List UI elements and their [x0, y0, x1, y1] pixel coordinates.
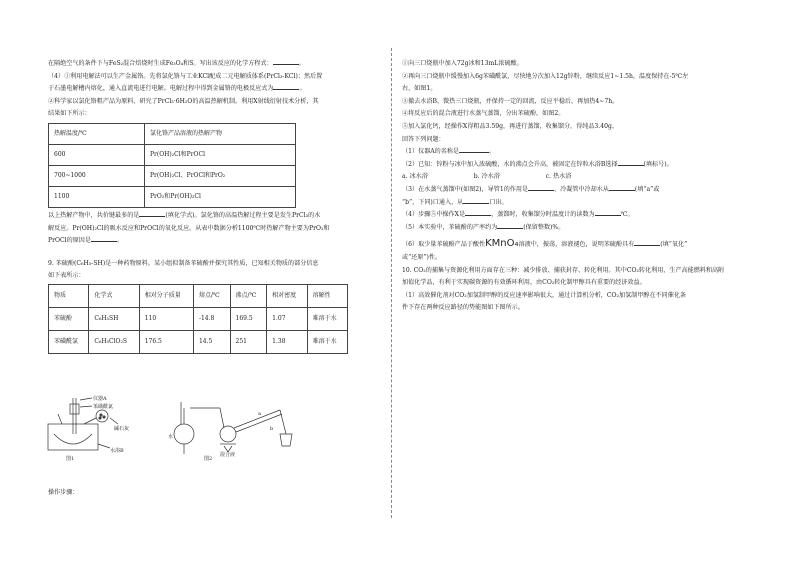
table-cell: 苯硫酚 — [49, 307, 89, 330]
text-line: （6）取少量苯硫酚产品于酸性KMnO₄溶液中，振荡，溶液褪色，说明苯硫酚具有 (填“氧化” — [402, 238, 688, 250]
funnel-icon — [70, 404, 79, 414]
text-line: 加值化学品，有利于实现碳资源的有效循环利用，由CO₂转化制甲醇具有重要的经济效益。 — [402, 279, 646, 287]
answer-blank[interactable] — [528, 184, 554, 191]
apparatus-figures — [44, 394, 294, 462]
steps-title: 操作步骤： — [48, 489, 79, 496]
text-line: （4）步骤⑤中操作X是 ，蒸馏时，收集馏分时温度计的读数为 ℃。 — [402, 211, 634, 219]
table-cell: C₆H₅ClO₂S — [89, 330, 139, 353]
table-row — [49, 165, 296, 186]
options-line — [402, 171, 742, 184]
text-line: ④将反应后的混合液进行水蒸气蒸馏，分出苯硫酚，如图2。 — [402, 110, 565, 118]
table-header-cell: 沸点/℃ — [230, 284, 267, 307]
text-line: 在隔绝空气的条件下与FeS₂混合焙烧时生成Fe₃O₄和S。写出该反应的化学方程式： 。 — [48, 60, 305, 67]
table-cell: PrO₂和Pr(OH)₂Cl — [145, 186, 296, 207]
figure-2-caption: 图2 — [204, 456, 213, 462]
text-line: ①向三口烧瓶中加入72g冰和13mL浓硫酸。 — [402, 60, 523, 67]
option-c: c. 热水浴 — [545, 173, 572, 181]
table-cell: 600 — [49, 144, 145, 165]
left-column — [48, 58, 380, 354]
text-line: （1）仪器A的名称是 。 — [402, 148, 496, 156]
text-line: 结果如下所示： — [48, 110, 91, 118]
answer-blank[interactable] — [497, 222, 523, 229]
table-cell: C₆H₅SH — [89, 307, 139, 330]
table-cell: -14.8 — [193, 307, 230, 330]
answer-blank[interactable] — [609, 184, 635, 191]
text-line: 或“还原”)性。 — [402, 253, 442, 261]
table-header-cell: 热解温度/℃ — [49, 123, 145, 144]
text-line: ②再向三口烧瓶中缓慢加入6g苯磺酰氯，尽快地分次加入12g锌粉，继续反应1~1.5h，温度保持在-5℃左 — [402, 72, 689, 80]
table-header-cell: 化学式 — [89, 284, 139, 307]
answer-blank[interactable] — [139, 210, 165, 217]
figure-label: 苯磺酰氯 — [93, 404, 114, 410]
answer-blank[interactable] — [273, 58, 299, 65]
table-cell: 176.5 — [139, 330, 193, 353]
table-row — [49, 144, 296, 165]
text-line: （3）在水蒸气蒸馏中(如图2)，导管1的作用是 ，冷凝管中冷却水从 (填“a”或 — [402, 185, 660, 193]
table-row — [49, 307, 348, 330]
table-cell: 难溶于水 — [307, 307, 347, 330]
question-9-text: 9. 苯硫酚(C₆H₅-SH)是一种药物原料。某小组拟制备苯硫酚并探究其性质，已知相关物质的部分信息 — [48, 259, 319, 267]
table-header-cell: 相对密度 — [267, 284, 307, 307]
text-line: （4）①利用电解法可以生产金属铬。先将氯化铬与工业KCl配成二元电解质体系(PrCl₃-KCl)；然后置 — [48, 72, 323, 80]
text-line: （5）本实验中，苯硫酚的产率约为 (保留整数)%。 — [402, 223, 565, 231]
answer-blank[interactable] — [634, 239, 660, 246]
figure-label: b — [270, 426, 274, 432]
table-header-cell: 溶解性 — [307, 284, 347, 307]
table-row — [49, 186, 296, 207]
text-line: 如下表所示： — [48, 272, 85, 280]
answer-blank[interactable] — [91, 235, 117, 242]
table-cell: 700~1000 — [49, 165, 145, 186]
text-line: ③撤去水浴B，微热三口烧瓶，并保持一定的回流，反应平稳后，再加热4~7h。 — [402, 97, 619, 105]
table-header-row — [49, 284, 348, 307]
answer-blank[interactable] — [595, 209, 621, 216]
table-cell: 1.07 — [267, 307, 307, 330]
text-line: ⑤加入氯化钙，经操作X得粗品3.59g，再进行蒸馏，收集馏分，得纯品3.40g。 — [402, 122, 618, 130]
table-cell: 169.5 — [230, 307, 267, 330]
text-line: （2）已知：锌粉与冰中加入浓硫酸，水的沸点会升高，被固定在锌粒水浴B选择 (填标号)。 — [402, 160, 673, 168]
figure-label: 仪器A — [93, 396, 107, 402]
table-cell: 14.5 — [193, 330, 230, 353]
table-header-cell: 熔点/℃ — [193, 284, 230, 307]
table-cell: 苯磺酰氯 — [49, 330, 89, 353]
figure-label: a — [258, 411, 261, 417]
figure-label: 水浴B — [110, 448, 124, 454]
figure-label: 水 — [168, 434, 174, 440]
text-line: “b”，下同)口通入，从 口出。 — [402, 198, 508, 206]
pyrolysis-table — [48, 123, 296, 208]
figure-label: 碱石灰 — [114, 426, 130, 432]
receiving-flask-icon — [280, 434, 292, 446]
figure-2-apparatus — [174, 402, 292, 454]
table-cell: 难溶于水 — [307, 330, 347, 353]
mixture-flask-icon — [220, 426, 236, 442]
answer-blank[interactable] — [618, 159, 644, 166]
option-b: b. 冷水浴 — [473, 173, 500, 181]
question-10-text: 10. CO₂的捕集与资源化利用方面存在三种：减少排放、捕获封存、转化利用。其中CO₂转化利用，生产高能燃料和高附 — [402, 266, 725, 274]
properties-table — [48, 284, 348, 354]
figure-1-caption: 图1 — [66, 456, 75, 462]
steam-flask-icon — [174, 424, 194, 444]
right-column — [402, 58, 742, 315]
text-line: 右，如图1。 — [402, 85, 437, 93]
text-line: 于石墨电解槽内熔化，通入直流电进行电解。电解过程中得到金属铬的电极反应式为 。 — [48, 85, 306, 93]
text-line: 回答下列问题： — [402, 135, 445, 143]
text-line: 解反应。Pr(OH)₂Cl的吸水反应和PrOCl的氧化反应。从表中数据分析1100℃时热解产物主要为PrO₂和 — [48, 224, 330, 232]
column-divider — [391, 48, 392, 518]
table-header-row — [49, 123, 296, 144]
table-cell: Pr(OH)₂Cl、PrOCl和PrO₂ — [145, 165, 296, 186]
answer-blank[interactable] — [273, 83, 299, 90]
text-line: 以上热解产物中，共价键最多的是 (填化学式)。氯化铬的高温热解过程主要是发生PrCl₃的水 — [48, 211, 321, 219]
text-line: 件下存在两种反应路径的势能图如下图所示。 — [402, 304, 524, 312]
text-line: PrOCl的原因是 。 — [48, 237, 124, 245]
text-line: ②科学家以氯化铬粗产品为原料，研究了PrCl₃·6H₂O的高温热解机制。利用X射线衍射技术分析，其 — [48, 97, 319, 105]
answer-blank[interactable] — [459, 146, 489, 153]
table-header-cell: 相对分子质量 — [139, 284, 193, 307]
answer-blank[interactable] — [463, 197, 489, 204]
table-header-cell: 物质 — [49, 284, 89, 307]
table-cell: Pr(OH)₂Cl和PrOCl — [145, 144, 296, 165]
three-neck-flask-icon — [54, 434, 92, 444]
table-cell: 251 — [230, 330, 267, 353]
table-cell: 110 — [139, 307, 193, 330]
table-header-cell: 氯化铬产品溶液的热解产物 — [145, 123, 296, 144]
kmno4-formula: KMnO₄ — [485, 238, 519, 250]
table-cell: 1100 — [49, 186, 145, 207]
text-line: （1）高效催化剂对CO₂加氢制甲醇的反应速率影响很大，通过计算机分析，CO₂加氢制甲醇在不同催化条 — [402, 291, 687, 299]
figure-label: 混合液 — [220, 452, 236, 458]
option-a: a. 冰水浴 — [402, 173, 428, 181]
table-cell: 1.38 — [267, 330, 307, 353]
table-row — [49, 330, 348, 353]
answer-blank[interactable] — [465, 209, 491, 216]
